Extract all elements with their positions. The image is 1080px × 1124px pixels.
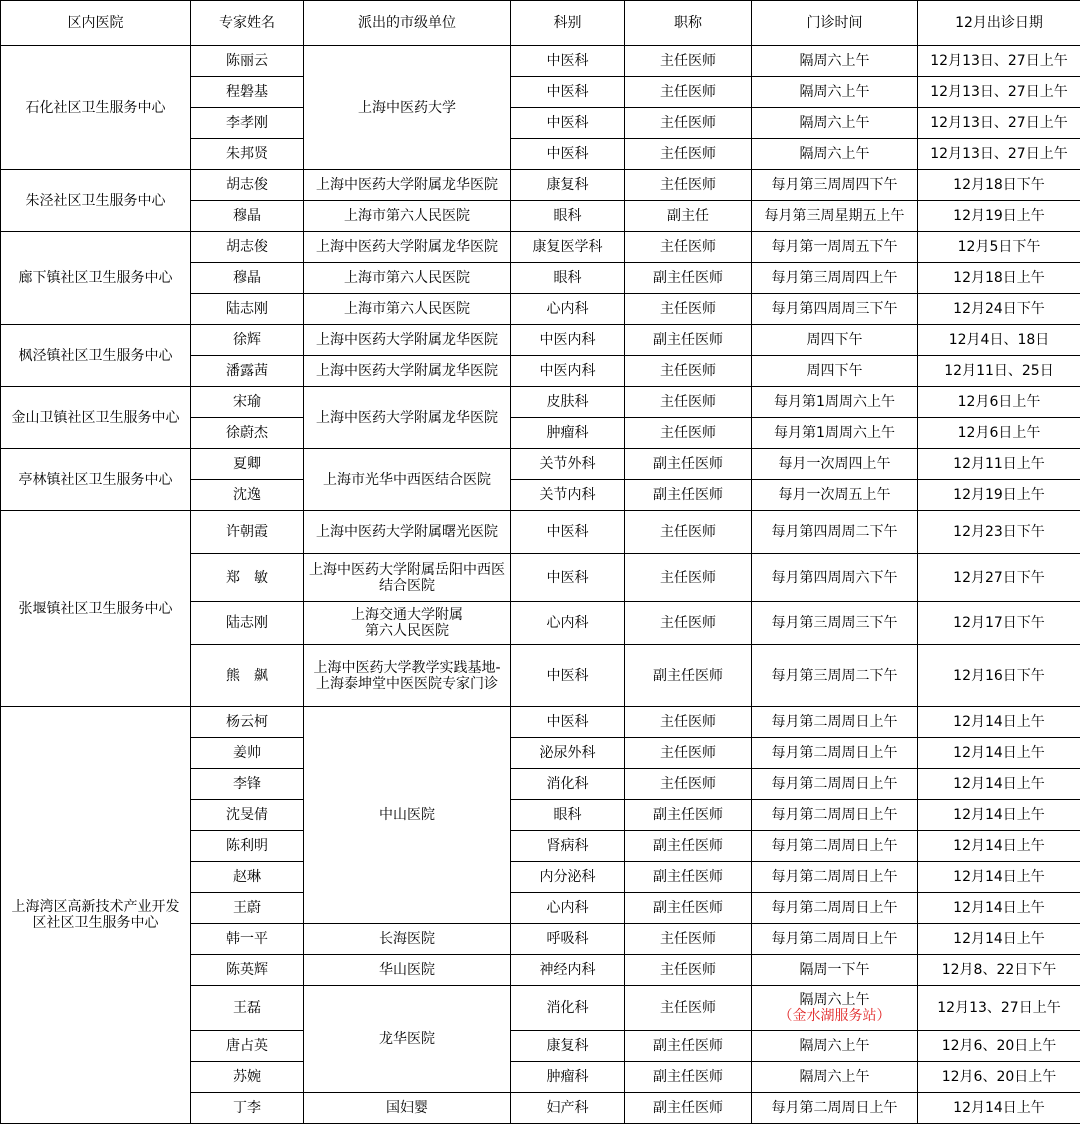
date-cell: 12月13日、27日上午	[918, 108, 1080, 139]
date-cell: 12月13、27日上午	[918, 986, 1080, 1031]
time-cell: 每月第四周周六下午	[752, 554, 918, 602]
hospital-cell: 张堰镇社区卫生服务中心	[1, 511, 191, 707]
dept-cell: 皮肤科	[511, 387, 625, 418]
expert-cell: 穆晶	[191, 201, 304, 232]
dept-cell: 心内科	[511, 893, 625, 924]
time-cell: 每月第四周周二下午	[752, 511, 918, 554]
time-cell: 每月第二周周日上午	[752, 769, 918, 800]
unit-cell: 上海中医药大学附属曙光医院	[304, 511, 511, 554]
expert-cell: 胡志俊	[191, 232, 304, 263]
expert-cell: 徐蔚杰	[191, 418, 304, 449]
expert-cell: 丁李	[191, 1093, 304, 1124]
table-row	[1, 387, 1080, 418]
title-cell: 副主任医师	[625, 449, 752, 480]
dept-cell: 中医科	[511, 511, 625, 554]
date-cell: 12月5日下午	[918, 232, 1080, 263]
date-cell: 12月14日上午	[918, 707, 1080, 738]
date-cell: 12月11日上午	[918, 449, 1080, 480]
time-cell: 每月第二周周日上午	[752, 707, 918, 738]
table-row	[1, 449, 1080, 480]
hospital-line: 上海湾区高新技术产业开发	[2, 899, 189, 915]
table-row	[1, 46, 1080, 77]
dept-cell: 妇产科	[511, 1093, 625, 1124]
hospital-cell	[1, 707, 191, 1124]
unit-cell: 上海中医药大学附属龙华医院	[304, 170, 511, 201]
time-cell: 每月第二周周日上午	[752, 831, 918, 862]
time-cell: 隔周六上午	[752, 1062, 918, 1093]
title-cell: 副主任医师	[625, 480, 752, 511]
time-cell: 每月第二周周日上午	[752, 893, 918, 924]
col-header-dept: 科别	[511, 1, 625, 46]
date-cell: 12月27日下午	[918, 554, 1080, 602]
expert-cell: 陆志刚	[191, 294, 304, 325]
title-cell: 副主任	[625, 201, 752, 232]
expert-cell: 穆晶	[191, 263, 304, 294]
title-cell: 副主任医师	[625, 831, 752, 862]
dept-cell: 康复科	[511, 170, 625, 201]
date-cell: 12月6日上午	[918, 387, 1080, 418]
unit-cell: 上海市第六人民医院	[304, 294, 511, 325]
title-cell: 主任医师	[625, 955, 752, 986]
date-cell: 12月19日上午	[918, 480, 1080, 511]
date-cell: 12月4日、18日	[918, 325, 1080, 356]
time-cell: 每月第三周周四下午	[752, 170, 918, 201]
col-header-expert: 专家姓名	[191, 1, 304, 46]
dept-cell: 肿瘤科	[511, 418, 625, 449]
expert-cell: 宋瑜	[191, 387, 304, 418]
time-cell	[752, 986, 918, 1031]
dept-cell: 消化科	[511, 986, 625, 1031]
date-cell: 12月19日上午	[918, 201, 1080, 232]
dept-cell: 肿瘤科	[511, 1062, 625, 1093]
title-cell: 主任医师	[625, 602, 752, 645]
date-cell: 12月14日上午	[918, 1093, 1080, 1124]
hospital-cell: 亭林镇社区卫生服务中心	[1, 449, 191, 511]
expert-cell: 程磐基	[191, 77, 304, 108]
dept-cell: 心内科	[511, 602, 625, 645]
title-cell: 主任医师	[625, 738, 752, 769]
time-cell: 每月第四周周三下午	[752, 294, 918, 325]
unit-cell: 龙华医院	[304, 986, 511, 1093]
unit-cell: 上海中医药大学附属龙华医院	[304, 232, 511, 263]
expert-cell: 杨云柯	[191, 707, 304, 738]
dept-cell: 眼科	[511, 201, 625, 232]
time-cell: 每月第二周周日上午	[752, 800, 918, 831]
expert-cell: 王蔚	[191, 893, 304, 924]
unit-cell	[304, 602, 511, 645]
expert-cell: 王磊	[191, 986, 304, 1031]
title-cell: 主任医师	[625, 139, 752, 170]
date-cell: 12月14日上午	[918, 893, 1080, 924]
title-cell: 主任医师	[625, 232, 752, 263]
dept-cell: 中医科	[511, 707, 625, 738]
dept-cell: 神经内科	[511, 955, 625, 986]
expert-cell: 陆志刚	[191, 602, 304, 645]
unit-line: 上海泰坤堂中医医院专家门诊	[305, 676, 509, 692]
unit-cell: 国妇婴	[304, 1093, 511, 1124]
expert-cell: 陈英辉	[191, 955, 304, 986]
title-cell: 主任医师	[625, 924, 752, 955]
date-cell: 12月14日上午	[918, 862, 1080, 893]
title-cell: 主任医师	[625, 418, 752, 449]
date-cell: 12月14日上午	[918, 800, 1080, 831]
table-row	[1, 170, 1080, 201]
hospital-cell: 枫泾镇社区卫生服务中心	[1, 325, 191, 387]
time-cell: 隔周六上午	[752, 139, 918, 170]
date-cell: 12月18日上午	[918, 263, 1080, 294]
time-cell: 每月第三周周四上午	[752, 263, 918, 294]
unit-line: 上海中医药大学教学实践基地-	[305, 660, 509, 676]
title-cell: 主任医师	[625, 554, 752, 602]
hospital-cell: 廊下镇社区卫生服务中心	[1, 232, 191, 325]
expert-cell: 姜帅	[191, 738, 304, 769]
title-cell: 副主任医师	[625, 893, 752, 924]
table-row	[1, 511, 1080, 554]
title-cell: 主任医师	[625, 769, 752, 800]
expert-cell: 陈丽云	[191, 46, 304, 77]
date-cell: 12月17日下午	[918, 602, 1080, 645]
unit-cell: 上海市光华中西医结合医院	[304, 449, 511, 511]
hospital-cell: 朱泾社区卫生服务中心	[1, 170, 191, 232]
expert-cell: 韩一平	[191, 924, 304, 955]
date-cell: 12月23日下午	[918, 511, 1080, 554]
col-header-hospital: 区内医院	[1, 1, 191, 46]
dept-cell: 中医科	[511, 108, 625, 139]
time-cell: 每月第一周周五下午	[752, 232, 918, 263]
service-station-note: （金水湖服务站）	[753, 1008, 916, 1024]
title-cell: 副主任医师	[625, 325, 752, 356]
dept-cell: 眼科	[511, 263, 625, 294]
time-cell: 隔周六上午	[752, 77, 918, 108]
date-cell: 12月16日下午	[918, 645, 1080, 707]
date-cell: 12月14日上午	[918, 769, 1080, 800]
header-row	[1, 1, 1080, 46]
time-cell: 每月第二周周日上午	[752, 924, 918, 955]
dept-cell: 中医科	[511, 77, 625, 108]
dept-cell: 中医科	[511, 554, 625, 602]
date-cell: 12月11日、25日	[918, 356, 1080, 387]
dept-cell: 泌尿外科	[511, 738, 625, 769]
time-cell: 隔周一下午	[752, 955, 918, 986]
time-cell: 每月一次周四上午	[752, 449, 918, 480]
unit-cell: 上海市第六人民医院	[304, 263, 511, 294]
unit-cell	[304, 645, 511, 707]
dept-cell: 中医内科	[511, 356, 625, 387]
dept-cell: 关节外科	[511, 449, 625, 480]
time-cell: 周四下午	[752, 325, 918, 356]
time-cell: 每月第二周周日上午	[752, 738, 918, 769]
unit-line: 第六人民医院	[305, 623, 509, 639]
unit-cell: 上海中医药大学附属岳阳中西医结合医院	[304, 554, 511, 602]
dept-cell: 中医科	[511, 645, 625, 707]
col-header-time: 门诊时间	[752, 1, 918, 46]
title-cell: 副主任医师	[625, 263, 752, 294]
date-cell: 12月8、22日下午	[918, 955, 1080, 986]
date-cell: 12月14日上午	[918, 924, 1080, 955]
unit-cell: 上海中医药大学附属龙华医院	[304, 356, 511, 387]
time-cell: 每月第1周周六上午	[752, 387, 918, 418]
dept-cell: 关节内科	[511, 480, 625, 511]
title-cell: 主任医师	[625, 511, 752, 554]
time-cell: 隔周六上午	[752, 108, 918, 139]
unit-cell: 上海中医药大学附属龙华医院	[304, 387, 511, 449]
time-line: 隔周六上午	[753, 992, 916, 1008]
date-cell: 12月13日、27日上午	[918, 46, 1080, 77]
unit-cell: 长海医院	[304, 924, 511, 955]
title-cell: 主任医师	[625, 294, 752, 325]
title-cell: 主任医师	[625, 387, 752, 418]
time-cell: 每月第二周周日上午	[752, 1093, 918, 1124]
time-cell: 隔周六上午	[752, 46, 918, 77]
hospital-cell: 金山卫镇社区卫生服务中心	[1, 387, 191, 449]
time-cell: 每月一次周五上午	[752, 480, 918, 511]
expert-cell: 唐占英	[191, 1031, 304, 1062]
unit-cell: 上海市第六人民医院	[304, 201, 511, 232]
expert-cell: 朱邦贤	[191, 139, 304, 170]
title-cell: 主任医师	[625, 170, 752, 201]
dept-cell: 中医科	[511, 46, 625, 77]
dept-cell: 内分泌科	[511, 862, 625, 893]
time-cell: 每月第三周星期五上午	[752, 201, 918, 232]
expert-cell: 沈旻倩	[191, 800, 304, 831]
col-header-unit: 派出的市级单位	[304, 1, 511, 46]
time-cell: 每月第1周周六上午	[752, 418, 918, 449]
unit-cell: 上海中医药大学附属龙华医院	[304, 325, 511, 356]
dept-cell: 消化科	[511, 769, 625, 800]
hospital-cell: 石化社区卫生服务中心	[1, 46, 191, 170]
date-cell: 12月14日上午	[918, 831, 1080, 862]
time-cell: 每月第二周周日上午	[752, 862, 918, 893]
title-cell: 主任医师	[625, 108, 752, 139]
expert-cell: 赵琳	[191, 862, 304, 893]
expert-cell: 郑 敏	[191, 554, 304, 602]
title-cell: 主任医师	[625, 986, 752, 1031]
date-cell: 12月6日上午	[918, 418, 1080, 449]
expert-cell: 苏婉	[191, 1062, 304, 1093]
time-cell: 隔周六上午	[752, 1031, 918, 1062]
title-cell: 副主任医师	[625, 1093, 752, 1124]
expert-cell: 李孝刚	[191, 108, 304, 139]
date-cell: 12月14日上午	[918, 738, 1080, 769]
time-cell: 周四下午	[752, 356, 918, 387]
expert-cell: 沈逸	[191, 480, 304, 511]
dept-cell: 肾病科	[511, 831, 625, 862]
dept-cell: 眼科	[511, 800, 625, 831]
unit-line: 上海交通大学附属	[305, 607, 509, 623]
expert-cell: 夏卿	[191, 449, 304, 480]
date-cell: 12月13日、27日上午	[918, 139, 1080, 170]
date-cell: 12月6、20日上午	[918, 1062, 1080, 1093]
unit-cell: 上海中医药大学	[304, 46, 511, 170]
col-header-title: 职称	[625, 1, 752, 46]
col-header-date: 12月出诊日期	[918, 1, 1080, 46]
table-row	[1, 707, 1080, 738]
date-cell: 12月24日下午	[918, 294, 1080, 325]
dept-cell: 呼吸科	[511, 924, 625, 955]
hospital-line: 区社区卫生服务中心	[2, 915, 189, 931]
dept-cell: 中医内科	[511, 325, 625, 356]
expert-cell: 许朝霞	[191, 511, 304, 554]
expert-cell: 潘露茜	[191, 356, 304, 387]
title-cell: 副主任医师	[625, 1031, 752, 1062]
expert-cell: 徐辉	[191, 325, 304, 356]
title-cell: 副主任医师	[625, 800, 752, 831]
dept-cell: 康复科	[511, 1031, 625, 1062]
date-cell: 12月6、20日上午	[918, 1031, 1080, 1062]
title-cell: 主任医师	[625, 77, 752, 108]
expert-cell: 李锋	[191, 769, 304, 800]
unit-cell: 华山医院	[304, 955, 511, 986]
title-cell: 主任医师	[625, 707, 752, 738]
dept-cell: 中医科	[511, 139, 625, 170]
date-cell: 12月18日下午	[918, 170, 1080, 201]
title-cell: 副主任医师	[625, 862, 752, 893]
expert-cell: 胡志俊	[191, 170, 304, 201]
title-cell: 副主任医师	[625, 645, 752, 707]
title-cell: 副主任医师	[625, 1062, 752, 1093]
unit-cell: 中山医院	[304, 707, 511, 924]
time-cell: 每月第三周周三下午	[752, 602, 918, 645]
table-row	[1, 232, 1080, 263]
expert-cell: 陈利明	[191, 831, 304, 862]
dept-cell: 康复医学科	[511, 232, 625, 263]
title-cell: 主任医师	[625, 46, 752, 77]
title-cell: 主任医师	[625, 356, 752, 387]
dept-cell: 心内科	[511, 294, 625, 325]
expert-cell: 熊 飙	[191, 645, 304, 707]
date-cell: 12月13日、27日上午	[918, 77, 1080, 108]
table-row	[1, 325, 1080, 356]
time-cell: 每月第三周周二下午	[752, 645, 918, 707]
